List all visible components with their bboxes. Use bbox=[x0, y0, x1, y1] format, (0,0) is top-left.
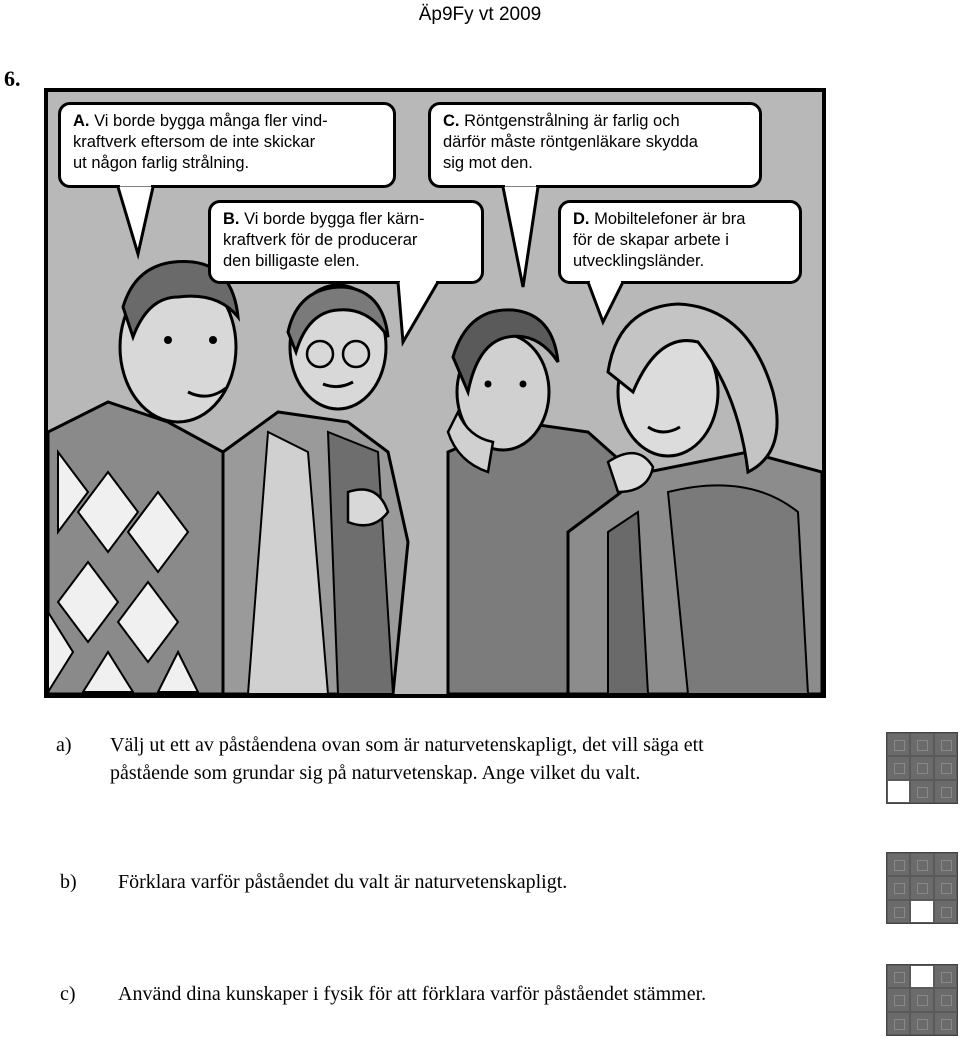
score-grid-b bbox=[886, 852, 958, 924]
score-grid-cell bbox=[934, 965, 957, 988]
question-a-line-1: Välj ut ett av påståendena ovan som är naturvetenskapligt, det vill säga ett bbox=[110, 734, 704, 756]
bubble-c-letter: C. bbox=[443, 112, 460, 130]
bubble-c-line-2: därför måste röntgenläkare skydda bbox=[443, 133, 698, 151]
question-b bbox=[60, 870, 860, 898]
speech-bubble-d bbox=[558, 200, 802, 284]
bubble-c-line-1: Röntgenstrålning är farlig och bbox=[464, 112, 680, 130]
bubble-a-line-2: kraftverk eftersom de inte skickar bbox=[73, 133, 316, 151]
score-grid-cell bbox=[910, 988, 933, 1011]
question-c-label: c) bbox=[60, 983, 76, 1005]
question-a-label: a) bbox=[56, 734, 72, 756]
score-grid-cell bbox=[910, 965, 933, 988]
bubble-a-line-3: ut någon farlig strålning. bbox=[73, 154, 250, 172]
question-c bbox=[60, 982, 860, 1010]
score-grid-cell bbox=[934, 988, 957, 1011]
question-b-line-1: Förklara varför påståendet du valt är naturvetenskapligt. bbox=[118, 871, 568, 893]
speech-bubble-c bbox=[428, 102, 762, 188]
score-grid-cell bbox=[934, 756, 957, 779]
score-grid-cell bbox=[887, 756, 910, 779]
speech-bubble-a bbox=[58, 102, 396, 188]
score-grid-cell bbox=[934, 733, 957, 756]
score-grid-cell bbox=[910, 733, 933, 756]
score-grid-cell bbox=[887, 876, 910, 899]
bubble-d-letter: D. bbox=[573, 210, 590, 228]
bubble-c-line-3: sig mot den. bbox=[443, 154, 533, 172]
score-grid-cell bbox=[887, 900, 910, 923]
bubble-b-letter: B. bbox=[223, 210, 240, 228]
score-grid-cell bbox=[910, 900, 933, 923]
score-grid-cell bbox=[910, 756, 933, 779]
score-grid-cell bbox=[934, 900, 957, 923]
score-grid-cell bbox=[887, 733, 910, 756]
comic-panel bbox=[44, 88, 826, 698]
question-a-line-2: påstående som grundar sig på naturvetenskap. Ange vilket du valt. bbox=[110, 762, 641, 784]
score-grid-cell bbox=[934, 1012, 957, 1035]
bubble-a-line-1: Vi borde bygga många fler vind- bbox=[94, 112, 328, 130]
speech-bubble-b bbox=[208, 200, 484, 284]
score-grid-cell bbox=[887, 988, 910, 1011]
score-grid-cell bbox=[887, 965, 910, 988]
score-grid-cell bbox=[887, 853, 910, 876]
score-grid-c bbox=[886, 964, 958, 1036]
bubble-d-line-2: för de skapar arbete i bbox=[573, 231, 729, 249]
question-b-label: b) bbox=[60, 871, 77, 893]
score-grid-cell bbox=[887, 1012, 910, 1035]
bubble-d-line-3: utvecklingsländer. bbox=[573, 252, 705, 270]
bubble-b-line-2: kraftverk för de producerar bbox=[223, 231, 418, 249]
score-grid-cell bbox=[910, 780, 933, 803]
score-grid-cell bbox=[934, 780, 957, 803]
bubble-b-line-1: Vi borde bygga fler kärn- bbox=[244, 210, 425, 228]
question-a bbox=[56, 733, 846, 787]
score-grid-cell bbox=[910, 876, 933, 899]
score-grid-cell bbox=[934, 853, 957, 876]
score-grid-a bbox=[886, 732, 958, 804]
question-number: 6. bbox=[4, 66, 21, 91]
bubble-d-line-1: Mobiltelefoner är bra bbox=[594, 210, 746, 228]
bubble-b-line-3: den billigaste elen. bbox=[223, 252, 360, 270]
bubble-a-letter: A. bbox=[73, 112, 90, 130]
score-grid-cell bbox=[934, 876, 957, 899]
score-grid-cell bbox=[910, 853, 933, 876]
score-grid-cell bbox=[887, 780, 910, 803]
question-c-line-1: Använd dina kunskaper i fysik för att förklara varför påståendet stämmer. bbox=[118, 983, 707, 1005]
score-grid-cell bbox=[910, 1012, 933, 1035]
page-header: Äp9Fy vt 2009 bbox=[418, 4, 542, 25]
